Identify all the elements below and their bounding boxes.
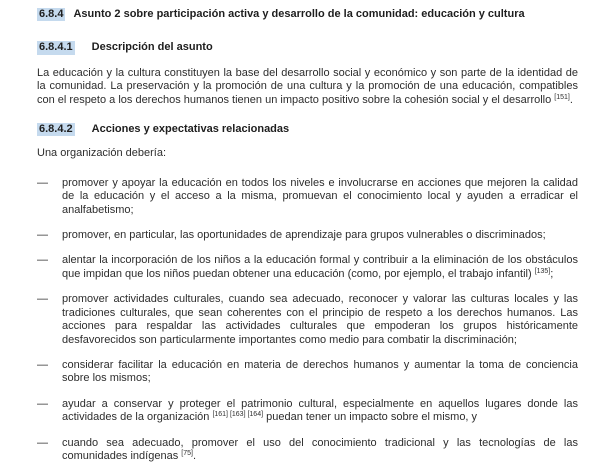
bullet-3-text: alentar la incorporación de los niños a la educación formal y contribuir a la eliminación de los obstáculos que impidan que los niños puedan obtener una educación (como, por ejemplo, el trabajo infantil) <box>62 254 578 280</box>
list-item-7 <box>37 437 578 464</box>
description-paragraph <box>37 67 578 107</box>
list-item-text <box>62 437 578 464</box>
section-heading-6-8-4-1 <box>37 41 578 54</box>
reference-161-163-164: [161] [163] [164] <box>212 411 264 419</box>
list-item-6 <box>37 398 578 425</box>
bullet-dash: — <box>37 358 48 371</box>
reference-75: [75] <box>181 449 193 457</box>
bullet-3-tail: ; <box>550 267 554 280</box>
list-item-text <box>62 254 578 281</box>
bullet-dash: — <box>37 254 48 267</box>
bullet-2-text: promover, en particular, las oportunidades de aprendizaje para grupos vulnerables o discriminados; <box>62 229 546 242</box>
list-item-1 <box>37 177 578 217</box>
list-item-text <box>62 359 578 386</box>
bullet-dash: — <box>37 293 48 306</box>
bullet-dash: — <box>37 176 48 189</box>
bullet-dash: — <box>37 397 48 410</box>
section-heading-6-8-4 <box>37 8 578 21</box>
list-item-text <box>62 398 578 425</box>
list-item-5 <box>37 359 578 386</box>
list-item-text <box>62 177 578 217</box>
bullet-4-text: promover actividades culturales, cuando sea adecuado, reconocer y valorar las culturas locales y las tradiciones culturales, que sean coherentes con el principio de respeto a los derechos humanos. Las acciones para respaldar las actividades culturales que empoderan los grupos históricamente desfavorecidos son particularmente importantes como medio para combatir la discriminación; <box>62 293 578 346</box>
reference-135: [135] <box>534 267 551 275</box>
description-tail: . <box>569 93 573 106</box>
list-item-4 <box>37 293 578 347</box>
section-title-6-8-4: Asunto 2 sobre participación activa y desarrollo de la comunidad: educación y cultura <box>73 8 525 20</box>
section-title-6-8-4-2: Acciones y expectativas relacionadas <box>91 123 290 136</box>
bullet-1-text: promover y apoyar la educación en todos los niveles e involucrarse en acciones que mejoren la calidad de la educación y el acceso a la misma, promuevan el conocimiento local y ayuden a erradicar el analfabetismo; <box>62 176 578 216</box>
list-item-text <box>62 293 578 347</box>
bullet-7-tail: . <box>192 449 196 462</box>
section-number-6-8-4-2: 6.8.4.2 <box>39 123 73 136</box>
bullet-list <box>37 177 578 464</box>
section-number-6-8-4: 6.8.4 <box>39 8 64 20</box>
list-item-2 <box>37 229 578 242</box>
bullet-6-text: ayudar a conservar y proteger el patrimonio cultural, especialmente en aquellos lugares donde las actividades de la organización <box>62 397 578 424</box>
reference-151: [151] <box>554 93 570 101</box>
intro-line: Una organización debería: <box>37 147 167 160</box>
list-item-text <box>62 229 578 242</box>
list-item-3 <box>37 254 578 281</box>
bullet-5-text: considerar facilitar la educación en materia de derechos humanos y aumentar la toma de conciencia sobre los mismos; <box>62 358 578 385</box>
section-number-6-8-4-1: 6.8.4.1 <box>39 41 73 54</box>
section-title-6-8-4-1: Descripción del asunto <box>91 41 213 54</box>
bullet-6-tail: puedan tener un impacto sobre el mismo, y <box>263 411 478 424</box>
bullet-7-text: cuando sea adecuado, promover el uso del conocimiento tradicional y las tecnologías de las comunidades indígenas <box>62 436 578 462</box>
bullet-dash: — <box>37 436 48 449</box>
description-text: La educación y la cultura constituyen la base del desarrollo social y económico y son parte de la identidad de la comunidad. La preservación y la promoción de una cultura y la promoción de una educación, compatibles con el respeto a los derechos humanos tienen un impacto positivo sobre la cohesión social y el desarrollo <box>37 66 578 106</box>
section-heading-6-8-4-2 <box>37 123 578 136</box>
bullet-dash: — <box>37 229 48 242</box>
